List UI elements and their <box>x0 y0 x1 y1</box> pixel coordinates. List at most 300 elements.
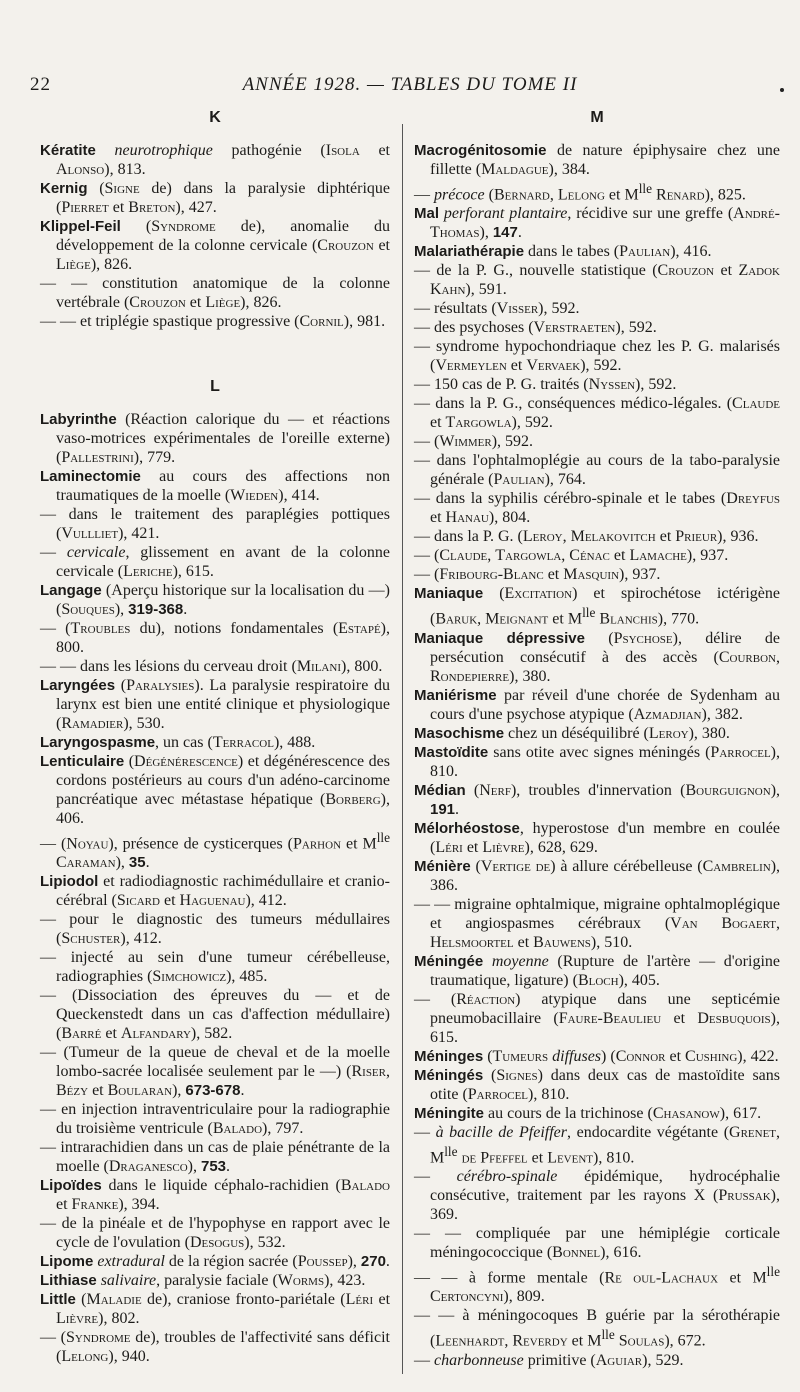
entry-text: et <box>714 262 739 280</box>
entry-text: Leroy <box>648 724 689 742</box>
entry-text: Bauwens <box>533 933 591 951</box>
index-entry <box>40 467 390 505</box>
entry-text: , <box>386 1063 390 1081</box>
entry-text: ), 405. <box>618 971 660 989</box>
entry-text: Certoncyni <box>430 1288 504 1306</box>
entry-text: Méningite <box>414 1104 484 1122</box>
entry-text: Prieur <box>675 528 718 546</box>
entry-text: Azmadjian <box>633 705 702 723</box>
entry-text: cérébro-spinale <box>456 1167 558 1185</box>
entry-text: Meignant <box>485 610 549 628</box>
entry-text: ) atypique dans une septicémie pneumobacillaire ( <box>430 990 780 1027</box>
index-entry <box>40 657 390 676</box>
entry-text: Pierret <box>61 199 109 216</box>
entry-text: moyenne <box>491 952 549 970</box>
entry-text: chez un déséquilibré ( <box>504 724 649 742</box>
entry-text: Kératite <box>40 142 96 159</box>
entry-text: 753 <box>201 1158 227 1176</box>
entry-text: Souques <box>61 601 115 618</box>
entry-text: Schuster <box>61 930 121 948</box>
entry-text: Grenet <box>729 1123 777 1141</box>
entry-text: Médian <box>414 781 466 799</box>
entry-text: ), 386. <box>430 857 781 894</box>
index-entry <box>40 1252 390 1271</box>
entry-text: ), 427. <box>175 199 217 216</box>
entry-text: 35 <box>128 854 146 872</box>
entry-text: ), 530. <box>123 715 165 732</box>
index-entry <box>414 527 780 546</box>
entry-text: — <box>414 1351 434 1369</box>
entry-text: ), 382. <box>701 705 743 723</box>
entry-text: — ( <box>40 835 67 853</box>
entry-text: ), 510. <box>590 933 633 951</box>
entry-text: ), <box>479 224 493 242</box>
entry-text: — intrarachidien dans un cas de plaie pénétrante de la moelle ( <box>40 1139 390 1176</box>
entry-text: et <box>108 199 129 216</box>
entry-text: ), 809. <box>503 1288 545 1306</box>
entry-text: ), 936. <box>717 528 759 546</box>
entry-text: Kernig <box>40 180 88 197</box>
entry-text: ( <box>483 1066 497 1084</box>
entry-text: Cushing <box>685 1047 738 1065</box>
entry-text: Vertige de <box>480 857 551 875</box>
index-entry <box>40 141 390 179</box>
entry-text: ), 532. <box>244 1234 286 1252</box>
entry-text: Cénac <box>569 547 610 565</box>
entry-text: ), 764. <box>544 471 586 489</box>
entry-text: Claude <box>732 395 780 413</box>
entry-text: Lelong <box>61 1348 109 1366</box>
entry-text: — — migraine ophtalmique, migraine ophtalmoplégique et angiospasmes cérébraux ( <box>414 895 780 932</box>
index-entry <box>414 1047 780 1066</box>
entry-text: Tumeurs <box>492 1047 549 1065</box>
entry-text: Balado <box>340 1177 390 1195</box>
entry-text: ), 414. <box>278 487 320 504</box>
entry-text: Laryngospasme <box>40 734 156 751</box>
entry-text: Franke <box>71 1196 119 1214</box>
entry-text: Psychose <box>613 629 673 647</box>
entry-text: , <box>776 914 780 932</box>
right-column <box>414 108 780 1370</box>
entry-text: ), 800. <box>56 620 390 656</box>
entry-text: Lipome <box>40 1253 94 1271</box>
index-entry <box>414 1066 780 1104</box>
index-entry <box>40 752 390 828</box>
index-entry <box>414 686 780 724</box>
entry-text: ), délire de persécution consécutif à des accès ( <box>430 629 780 666</box>
entry-text: ), 800. <box>341 658 383 675</box>
entry-text: 673-678 <box>185 1082 241 1100</box>
entry-text: ), 937. <box>619 566 661 584</box>
index-entry <box>414 261 780 299</box>
entry-text: , récidive sur une greffe ( <box>567 205 734 223</box>
entry-text: Cornil <box>299 313 344 330</box>
entry-text: ), troubles d'innervation ( <box>510 781 686 799</box>
index-entry <box>414 337 780 375</box>
entry-text: ), 770. <box>657 610 700 628</box>
entry-text: Langage <box>40 582 102 599</box>
entry-text: , un cas ( <box>155 734 213 751</box>
entry-text: et <box>373 237 390 254</box>
entry-text: ( <box>115 677 127 694</box>
entry-text: Lipoïdes <box>40 1177 102 1195</box>
entry-text: Troubles <box>70 620 131 637</box>
entry-text: . <box>240 1082 245 1100</box>
entry-text: ) et dégénérescence des cordons postérieurs au cours d'un adéno-carcinome pancréatique avec métastase hépatique ( <box>56 753 390 808</box>
entry-text: — — constitution anatomique de la colonne vertébrale ( <box>40 275 390 311</box>
entry-text: Dreyfus <box>726 490 780 508</box>
entry-text: Little <box>40 1291 76 1309</box>
entry-text: — — à méningocoques B guérie par la sérothérapie ( <box>414 1307 780 1350</box>
entry-text: Renard <box>656 186 705 204</box>
entry-text: Levent <box>547 1148 594 1166</box>
entry-text: ) à allure cérébelleuse ( <box>550 857 703 875</box>
entry-text: ), 779. <box>133 449 176 466</box>
entry-text: Parrocel <box>710 743 771 761</box>
index-entry <box>414 1167 780 1224</box>
index-entry <box>414 1351 780 1370</box>
entry-text: Leroy <box>522 528 563 546</box>
entry-text: Breton <box>128 199 176 216</box>
entry-text: Helsmoortel <box>430 933 514 951</box>
entry-text: ( <box>483 585 505 603</box>
entry-text: Balado <box>212 1120 263 1138</box>
entry-text: Liège <box>205 294 241 311</box>
entry-text: ), 416. <box>670 243 712 261</box>
entry-text: , <box>487 547 496 565</box>
entry-text: , <box>562 528 571 546</box>
entry-text: et <box>506 357 527 375</box>
entry-text: Laminectomie <box>40 468 141 485</box>
index-entry <box>40 505 390 543</box>
entry-text: lle <box>444 1143 458 1159</box>
entry-text: — ( <box>40 620 71 637</box>
index-entry <box>40 410 390 467</box>
entry-text: Leriche <box>123 563 173 580</box>
entry-text: Haguenau <box>179 892 246 910</box>
entry-text: . <box>385 1253 390 1271</box>
entry-text: Maladie <box>86 1291 142 1309</box>
entry-text: Bézy <box>56 1082 89 1100</box>
entry-text: — (Dissociation des épreuves du — et de Queckenstedt dans un cas d'affection médullaire) ( <box>40 987 390 1043</box>
entry-text: Méninges <box>414 1047 484 1065</box>
index-entry <box>40 543 390 581</box>
entry-text: — en injection intraventriculaire pour la radiographie du troisième ventricule ( <box>40 1101 390 1138</box>
entry-text: Prussak <box>718 1186 771 1204</box>
entry-text: ), 802. <box>98 1310 140 1328</box>
entry-text: ( <box>484 186 494 204</box>
entry-text: Paulian <box>493 471 545 489</box>
section-letter: L <box>210 378 220 395</box>
entry-text: ), 940. <box>108 1348 150 1366</box>
entry-text: Poussep <box>297 1253 348 1271</box>
index-entry <box>40 948 390 986</box>
entry-text: Vullliet <box>61 525 119 542</box>
entry-text: et <box>101 1025 121 1043</box>
entry-text: Nyssen <box>588 376 636 394</box>
entry-text: ), 592. <box>491 433 534 451</box>
entry-text: ), <box>770 781 781 799</box>
entry-text: — injecté au sein d'une tumeur cérébelleuse, radiographies ( <box>40 949 390 986</box>
entry-text: Méningés <box>414 1066 484 1084</box>
entry-text: ), 592. <box>635 376 677 394</box>
page-header <box>30 74 790 98</box>
entry-text: Maldague <box>481 161 549 178</box>
entry-text: ), 369. <box>430 1186 780 1223</box>
entry-text: et M <box>567 1332 602 1350</box>
entry-text: et radiodiagnostic rachimédullaire et cranio-cérébral ( <box>56 873 390 910</box>
entry-text: — <box>414 1167 457 1185</box>
entry-text: sans otite avec signes méningés ( <box>488 743 711 761</box>
entry-text: ), 529. <box>642 1351 684 1369</box>
index-entry <box>40 1290 390 1328</box>
entry-text: Wieden <box>230 487 279 504</box>
entry-text: lle <box>376 830 391 845</box>
index-entry <box>414 242 780 261</box>
index-entry <box>414 1104 780 1123</box>
entry-text: ), <box>114 601 129 618</box>
entry-text: Klippel-Feil <box>40 218 121 235</box>
entry-text: . <box>517 224 522 242</box>
entry-text: Fribourg-Blanc <box>439 566 544 584</box>
entry-text: 147 <box>492 224 518 242</box>
entry-text: Réaction <box>456 990 516 1008</box>
entry-text: ), 592. <box>511 414 553 432</box>
entry-text: , glissement en avant de la colonne cervicale ( <box>56 544 391 580</box>
entry-text: Baruk <box>435 610 478 628</box>
entry-text: Riser <box>351 1063 386 1081</box>
index-entry <box>414 565 780 584</box>
ink-dot <box>780 88 784 92</box>
entry-text: ), 380. <box>509 667 551 685</box>
index-entry <box>414 546 780 565</box>
section-letter: K <box>209 109 221 126</box>
index-entry <box>414 895 780 952</box>
index-entry <box>414 489 780 527</box>
entry-text: Vervaek <box>526 357 581 375</box>
entry-text: Faure-Beaulieu <box>558 1009 662 1027</box>
entry-text: 270 <box>360 1253 386 1271</box>
entry-text: — <box>414 186 434 204</box>
entry-text: de Pfeffel <box>461 1148 528 1166</box>
entry-text: Parhon <box>293 835 342 853</box>
entry-text: ) ( <box>601 1047 616 1065</box>
entry-text: Isola <box>325 142 360 159</box>
entry-text: Soulas <box>618 1332 665 1350</box>
entry-text: Liège <box>56 256 91 273</box>
entry-text: — de la P. G., nouvelle statistique ( <box>414 262 658 280</box>
entry-text: et <box>88 1082 108 1100</box>
entry-text: , <box>776 648 780 666</box>
entry-text: ), 804. <box>488 509 531 527</box>
index-entry <box>414 432 780 451</box>
entry-text: ) dans deux cas de mastoïdite sans otite ( <box>430 1066 780 1103</box>
entry-text: Syndrome <box>151 218 216 235</box>
entry-text: ( <box>483 1047 493 1065</box>
entry-text: ), 384. <box>548 161 590 178</box>
entry-text: et <box>430 509 446 527</box>
entry-text: et M <box>341 835 377 853</box>
entry-text: Desogus <box>189 1234 245 1252</box>
entry-text: Aguiar <box>595 1351 643 1369</box>
entry-text: et M <box>718 1269 767 1287</box>
entry-text: ), 826. <box>90 256 133 273</box>
entry-text: ), <box>115 854 129 872</box>
entry-text: Draganesco <box>108 1158 188 1176</box>
entry-text: ) et spirochétose ictérigène ( <box>430 585 780 628</box>
entry-text: Worms <box>277 1272 325 1290</box>
index-entry <box>40 1176 390 1214</box>
entry-text: ), 421. <box>118 525 160 542</box>
entry-text: Melakovitch <box>570 528 656 546</box>
entry-text: — ( <box>414 566 440 584</box>
entry-text: ), 592. <box>615 319 657 337</box>
index-entry <box>414 1262 780 1306</box>
index-entry <box>414 952 780 990</box>
entry-text: ), 672. <box>664 1332 706 1350</box>
entry-text: Labyrinthe <box>40 411 117 428</box>
entry-text: ). La paralysie respiratoire du larynx est bien une entité clinique et physiologique ( <box>56 677 390 732</box>
entry-text: Léri <box>435 838 463 856</box>
entry-text: Simchowicz <box>152 968 227 986</box>
index-entry <box>40 733 390 752</box>
entry-text: ), 826. <box>240 294 282 311</box>
entry-text: Terracol <box>212 734 274 751</box>
entry-text: Borberg <box>325 791 381 808</box>
entry-text: 191 <box>430 800 456 818</box>
entry-text: Lelong <box>557 186 605 204</box>
index-entry <box>414 204 780 242</box>
entry-text: — dans la P. G. ( <box>414 528 523 546</box>
entry-text: Maniaque <box>414 585 484 603</box>
entry-text: Masquin <box>563 566 620 584</box>
entry-text: (Aperçu historique sur la localisation du —) ( <box>56 582 390 618</box>
entry-text: (Réaction calorique du — et réactions vaso-motrices expérimentales de l'oreille externe) ( <box>56 411 390 466</box>
index-entry <box>40 1214 390 1252</box>
entry-text: (Rupture de l'artère — d'origine traumatique, ligature) ( <box>430 952 780 989</box>
entry-text: ), 394. <box>118 1196 160 1214</box>
index-entry <box>40 676 390 733</box>
entry-text: ), 810. <box>528 1085 570 1103</box>
entry-text: Bonnel <box>552 1243 601 1261</box>
entry-text: — — compliquée par une hémiplégie corticale méningococcique ( <box>414 1224 780 1261</box>
entry-text: Bourguignon <box>685 781 771 799</box>
entry-text: Hanau <box>445 509 489 527</box>
entry-text: Crouzon <box>657 262 715 280</box>
entry-text: . <box>455 800 460 818</box>
entry-text: Crouzon <box>129 294 186 311</box>
index-entry <box>40 1138 390 1176</box>
entry-text: dans le tabes ( <box>524 243 620 261</box>
entry-text: — <box>414 1123 436 1141</box>
entry-text: et <box>655 528 676 546</box>
entry-text: Vermeylen <box>435 357 507 375</box>
entry-text: et <box>609 547 630 565</box>
entry-text: Blanchis <box>599 610 658 628</box>
entry-text: — dans la P. G., conséquences médico-légales. ( <box>414 395 733 413</box>
entry-text: extradural <box>97 1253 165 1271</box>
entry-text: , <box>477 610 486 628</box>
entry-text: dans le liquide céphalo-rachidien ( <box>101 1177 341 1195</box>
index-entry <box>414 724 780 743</box>
entry-text: Macrogénitosomie <box>414 142 547 159</box>
entry-text: ( <box>465 781 480 799</box>
index-entry <box>414 1306 780 1350</box>
entry-text: ), 617. <box>719 1104 762 1122</box>
entry-text: et <box>185 294 206 311</box>
entry-text: Barré <box>61 1025 102 1043</box>
entry-text: 319-368 <box>128 601 184 618</box>
entry-text: et <box>665 1047 686 1065</box>
entry-text: — syndrome hypochondriaque chez les P. G. malarisés ( <box>414 338 780 375</box>
entry-text: Ramadier <box>61 715 124 732</box>
entry-text: ), <box>347 1253 361 1271</box>
entry-text: et <box>661 1009 698 1027</box>
index-entry <box>414 584 780 628</box>
entry-text: et <box>373 1291 391 1309</box>
entry-text: ), présence de cysticerques ( <box>108 835 293 853</box>
entry-text: et <box>543 566 564 584</box>
entry-text: ), 810. <box>430 743 780 780</box>
index-entry <box>40 581 390 619</box>
entry-text: , <box>504 1332 513 1350</box>
index-entry <box>40 1043 390 1100</box>
entry-text: Mastoïdite <box>414 743 489 761</box>
index-entry <box>40 274 390 312</box>
entry-text: Visser <box>496 300 539 318</box>
entry-text: ), 615. <box>172 563 214 580</box>
entry-text: ), 406. <box>56 791 390 827</box>
entry-text: Alfandary <box>120 1025 191 1043</box>
index-entry <box>414 318 780 337</box>
entry-text: Chasanow <box>652 1104 720 1122</box>
entry-text: et <box>56 1196 72 1214</box>
entry-text: — (Tumeur de la queue de cheval et de la moelle lombo-sacrée localisée seulement par le —) ( <box>40 1044 390 1081</box>
entry-text: Signes <box>496 1066 538 1084</box>
index-entry <box>40 619 390 657</box>
entry-text: ), 380. <box>688 724 730 742</box>
entry-text: ), 628, 629. <box>524 838 598 856</box>
index-entry <box>414 299 780 318</box>
entry-text: Léri <box>345 1291 374 1309</box>
entry-text: Lièvre <box>56 1310 99 1328</box>
entry-text: lle <box>601 1327 615 1343</box>
index-entry <box>414 141 780 179</box>
entry-text: ), <box>172 1082 186 1100</box>
entry-text: Re oul-Lachaux <box>604 1269 719 1287</box>
index-entry <box>414 1123 780 1167</box>
entry-text: et <box>513 933 534 951</box>
entry-text: Zadok Kahn <box>430 262 781 299</box>
entry-text: Wimmer <box>439 433 492 451</box>
entry-text: ( <box>585 629 614 647</box>
entry-text: — dans le traitement des paraplégies pottiques ( <box>40 506 390 542</box>
index-entry <box>40 312 390 331</box>
index-entry <box>414 990 780 1047</box>
entry-text: Laryngées <box>40 677 116 694</box>
entry-text: ), 825. <box>704 186 746 204</box>
entry-text: — dans la syphilis cérébro-spinale et le tabes ( <box>414 490 727 508</box>
entry-text: par réveil d'une chorée de Sydenham au cours d'une psychose atypique ( <box>430 686 780 723</box>
entry-text: ), 422. <box>737 1047 779 1065</box>
entry-text: Alonso <box>56 161 105 178</box>
entry-text: Mélorhéostose <box>414 819 520 837</box>
entry-text: — — dans les lésions du cerveau droit ( <box>40 658 297 675</box>
section-letter: M <box>590 109 604 126</box>
index-entry <box>40 872 390 910</box>
entry-text: ), 412. <box>245 892 287 910</box>
entry-text: Méningée <box>414 952 484 970</box>
